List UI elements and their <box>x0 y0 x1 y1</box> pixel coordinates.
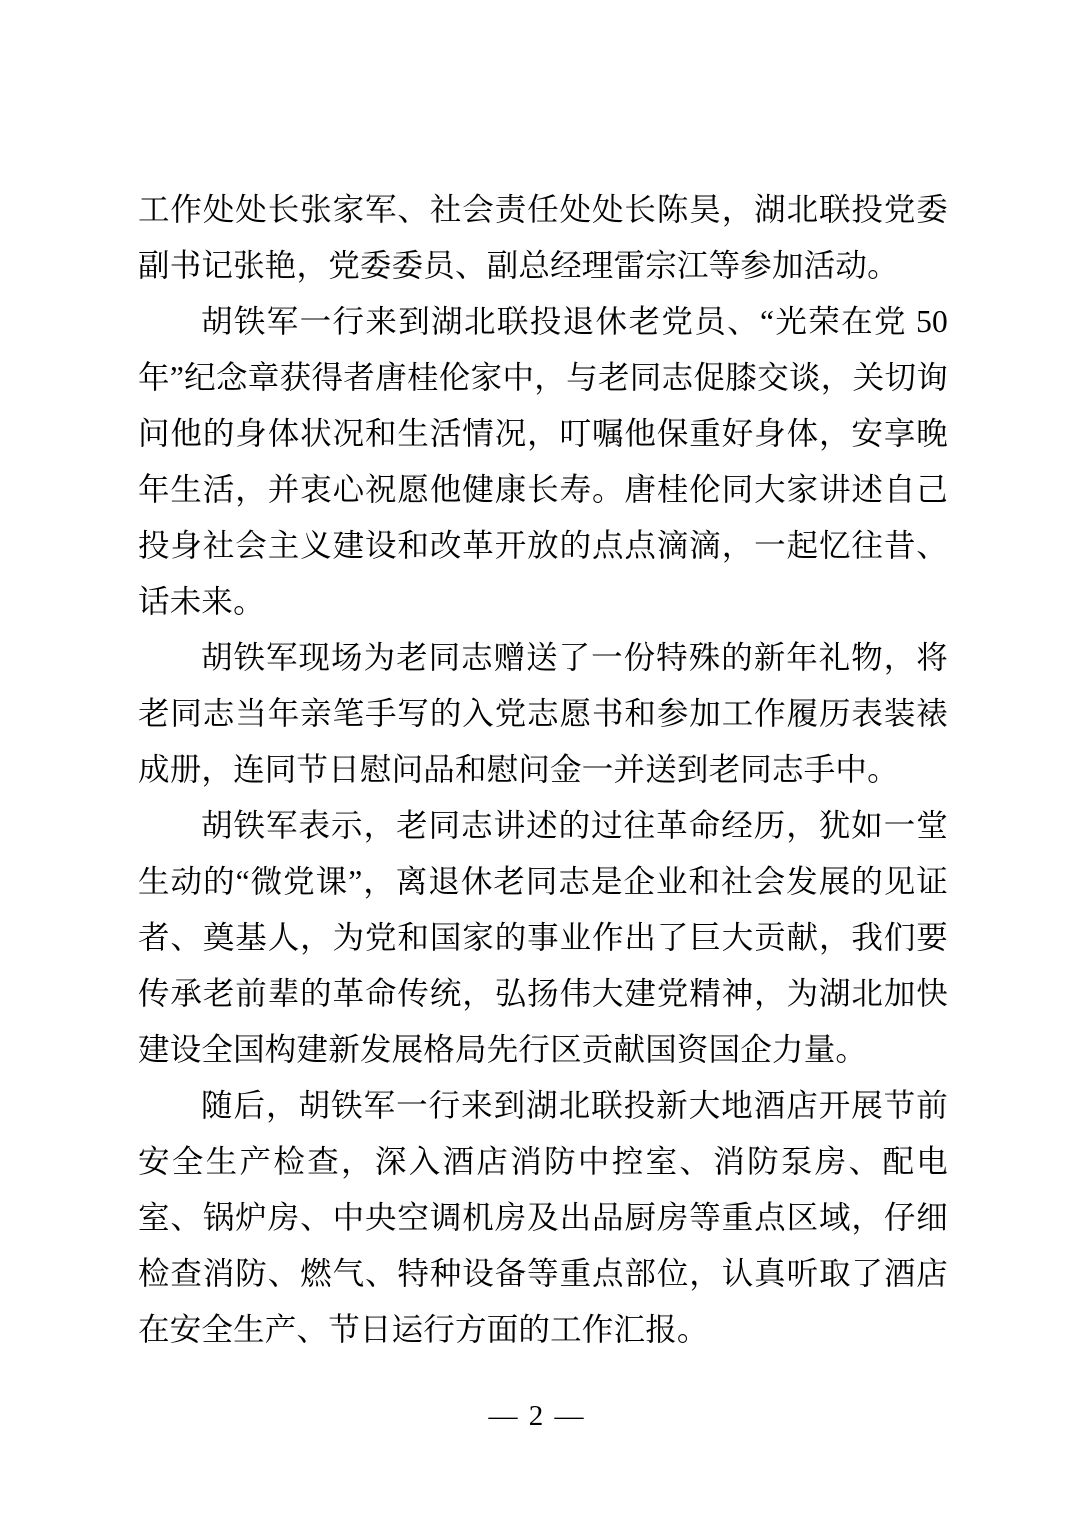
paragraph-4: 胡铁军表示，老同志讲述的过往革命经历，犹如一堂生动的“微党课”，离退休老同志是企业和社会发展的见证者、奠基人，为党和国家的事业作出了巨大贡献，我们要传承老前辈的革命传统，弘扬伟大建党精神，为湖北加快建设全国构建新发展格局先行区贡献国资国企力量。 <box>138 808 948 1067</box>
paragraph-2: 胡铁军一行来到湖北联投退休老党员、“光荣在党 50 年”纪念章获得者唐桂伦家中，与老同志促膝交谈，关切询问他的身体状况和生活情况，叮嘱他保重好身体，安享晚年生活，并衷心祝愿他健康长寿。唐桂伦同大家讲述自己投身社会主义建设和改革开放的点点滴滴，一起忆往昔、话未来。 <box>138 304 957 619</box>
page-number: — 2 — <box>488 1400 586 1432</box>
paragraph-3: 胡铁军现场为老同志赠送了一份特殊的新年礼物，将老同志当年亲笔手写的入党志愿书和参加工作履历表装裱成册，连同节日慰问品和慰问金一并送到老同志手中。 <box>138 640 948 787</box>
paragraph-1: 工作处处长张家军、社会责任处处长陈昊，湖北联投党委副书记张艳，党委委员、副总经理雷宗江等参加活动。 <box>138 192 948 283</box>
document-body <box>138 182 957 1358</box>
paragraph-5: 随后，胡铁军一行来到湖北联投新大地酒店开展节前安全生产检查，深入酒店消防中控室、消防泵房、配电室、锅炉房、中央空调机房及出品厨房等重点区域，仔细检查消防、燃气、特种设备等重点部位，认真听取了酒店在安全生产、节日运行方面的工作汇报。 <box>138 1088 948 1347</box>
